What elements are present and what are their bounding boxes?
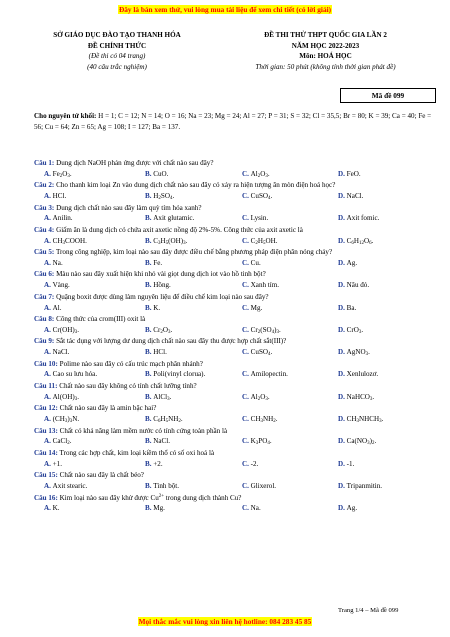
question-8 bbox=[34, 314, 432, 325]
option-d: D. NaCl. bbox=[338, 192, 364, 201]
question-options bbox=[34, 414, 432, 426]
question-10 bbox=[34, 359, 432, 370]
option-b: B. K. bbox=[145, 303, 161, 312]
question-text: Chất nào sau đây không có tính chất lưỡng tính? bbox=[57, 381, 197, 390]
option-c: C. CuSO$_4$. bbox=[242, 192, 273, 202]
page-count-note: (Đề thi có 04 trang) bbox=[88, 52, 146, 61]
option-b: B. Hồng. bbox=[145, 281, 171, 290]
option-c: C. Amilopectin. bbox=[242, 370, 288, 379]
question-9 bbox=[34, 336, 432, 347]
question-number: Câu 8: bbox=[34, 315, 55, 324]
question-4 bbox=[34, 225, 432, 236]
option-d: D. Nâu đỏ. bbox=[338, 281, 370, 290]
question-text: Kim loại nào sau đây khử được $Cu^{2+}$ trong dung dịch thành Cu? bbox=[57, 494, 242, 503]
option-a: A. $Fe_2O_3$. bbox=[44, 169, 72, 179]
question-options bbox=[34, 347, 432, 359]
option-a: A. Axit stearic. bbox=[44, 481, 88, 490]
question-number: Câu 13: bbox=[34, 426, 58, 435]
question-text: Giấm ăn là dung dịch có chứa axit axetic nồng độ 2%-5%. Công thức của axit axetic là bbox=[54, 225, 303, 234]
option-b: B. Axit glutamic. bbox=[145, 214, 195, 223]
question-7 bbox=[34, 292, 432, 303]
question-text: Chất nào sau đây là chất béo? bbox=[57, 471, 144, 480]
option-b: B. +2. bbox=[145, 459, 163, 468]
question-number: Câu 9: bbox=[34, 337, 55, 346]
option-c: C. $C_2H_5OH$. bbox=[242, 236, 278, 246]
question-16 bbox=[34, 492, 432, 503]
option-a: A. Vàng. bbox=[44, 281, 70, 290]
question-options bbox=[34, 481, 432, 493]
question-options bbox=[34, 325, 432, 337]
option-a: A. $CH_3COOH$. bbox=[44, 236, 87, 246]
question-number: Câu 15: bbox=[34, 471, 58, 480]
question-options bbox=[34, 191, 432, 203]
question-text: Trong các hợp chất, kim loại kiềm thổ có số oxi hoá là bbox=[57, 448, 215, 457]
question-options bbox=[34, 258, 432, 270]
option-c: C. $Al_2O_3$. bbox=[242, 169, 270, 179]
option-b: B. $Cr_2O_3$. bbox=[145, 325, 173, 335]
question-number: Câu 6: bbox=[34, 270, 55, 279]
question-options bbox=[34, 169, 432, 181]
option-d: D. Ba. bbox=[338, 303, 357, 312]
option-b: B. AlCl$_3$. bbox=[145, 392, 172, 402]
atomic-masses bbox=[34, 111, 432, 132]
question-options bbox=[34, 303, 432, 315]
option-d: D. -1. bbox=[338, 459, 355, 468]
question-11 bbox=[34, 381, 432, 392]
question-options bbox=[34, 280, 432, 292]
option-b: B. NaCl. bbox=[145, 437, 171, 446]
option-a: A. NaCl. bbox=[44, 348, 70, 357]
hotline-banner: Mọi thắc mắc vui lòng xin liên hệ hotline: 084 283 45 85 bbox=[138, 617, 312, 626]
question-number: Câu 1: bbox=[34, 159, 55, 167]
question-3 bbox=[34, 203, 432, 214]
option-c: C. Cu. bbox=[242, 258, 261, 267]
question-2 bbox=[34, 180, 432, 191]
option-d: D. Xenlulozơ. bbox=[338, 370, 379, 379]
exam-title: ĐỀ THI THỬ THPT QUỐC GIA LẦN 2 bbox=[264, 31, 387, 39]
header-right bbox=[218, 30, 433, 73]
official-exam-label: ĐỀ CHÍNH THỨC bbox=[87, 41, 147, 50]
question-text: Polime nào sau đây có cấu trúc mạch phân nhánh? bbox=[57, 359, 203, 368]
question-options bbox=[34, 392, 432, 404]
time-note: Thời gian: 50 phút (không tính thời gian phát đề) bbox=[255, 63, 396, 72]
question-text: Quặng boxit được dùng làm nguyên liệu để điều chế kim loại nào sau đây? bbox=[54, 292, 269, 301]
question-options bbox=[34, 369, 432, 381]
question-number: Câu 12: bbox=[34, 404, 58, 413]
option-c: C. -2. bbox=[242, 459, 259, 468]
header-left bbox=[22, 30, 212, 73]
option-d: D. Ag. bbox=[338, 258, 358, 267]
question-text: Cho thanh kim loại Zn vào dung dịch chất nào sau đây có xảy ra hiện tượng ăn mòn điện hoá học? bbox=[54, 181, 336, 190]
question-options bbox=[34, 213, 432, 225]
question-options bbox=[34, 236, 432, 248]
option-b: B. $H_2SO_4$. bbox=[145, 192, 175, 202]
option-c: C. $CH_3NH_2$. bbox=[242, 415, 278, 425]
option-a: A. $Al(OH)_3$. bbox=[44, 392, 80, 402]
question-text: Màu nào sau đây xuất hiện khi nhỏ vài giọt dung dịch iot vào hồ tinh bột? bbox=[54, 270, 266, 279]
question-number: Câu 3: bbox=[34, 203, 55, 212]
option-c: C. $Cr_2(SO_4)_3$. bbox=[242, 325, 281, 335]
option-d: D. NaHCO$_3$. bbox=[338, 392, 375, 402]
option-a: A. Cao su lưu hóa. bbox=[44, 370, 98, 379]
question-number: Câu 16: bbox=[34, 494, 58, 503]
option-d: D. AgNO$_3$. bbox=[338, 348, 370, 358]
option-a: A. HCl. bbox=[44, 192, 67, 201]
question-number: Câu 4: bbox=[34, 225, 55, 234]
question-text: Sắt tác dụng với lượng dư dung dịch chất nào sau đây thu được hợp chất sắt(III)? bbox=[54, 337, 287, 346]
question-options bbox=[34, 459, 432, 471]
option-c: C. Glixerol. bbox=[242, 481, 277, 490]
option-c: C. Na. bbox=[242, 504, 261, 513]
option-c: C. Lysin. bbox=[242, 214, 269, 223]
school-year: NĂM HỌC 2022-2023 bbox=[291, 41, 360, 50]
option-c: C. Mg. bbox=[242, 303, 263, 312]
option-d: D. Tripanmitin. bbox=[338, 481, 383, 490]
option-d: D. $C_6H_{12}O_6$. bbox=[338, 236, 374, 246]
question-number: Câu 7: bbox=[34, 292, 55, 301]
option-c: C. $K_3PO_4$. bbox=[242, 437, 272, 447]
question-text: Trong công nghiệp, kim loại nào sau đây được điều chế bằng phương pháp điện phân nóng chảy? bbox=[54, 248, 333, 257]
option-b: B. Mg. bbox=[145, 504, 165, 513]
option-d: D. Axit fomic. bbox=[338, 214, 380, 223]
question-number: Câu 10: bbox=[34, 359, 58, 368]
option-b: B. Tinh bột. bbox=[145, 481, 180, 490]
page-footer: Trang 1/4 – Mã đề 099 bbox=[338, 607, 399, 614]
option-c: C. CuSO$_4$. bbox=[242, 348, 273, 358]
option-a: A. $Cr(OH)_3$. bbox=[44, 325, 80, 335]
question-number: Câu 14: bbox=[34, 448, 58, 457]
question-number: Câu 5: bbox=[34, 248, 55, 257]
department-name: SỞ GIÁO DỤC ĐÀO TẠO THANH HÓA bbox=[53, 31, 181, 39]
question-count-note: (40 câu trắc nghiệm) bbox=[87, 63, 147, 72]
option-a: A. Al. bbox=[44, 303, 62, 312]
question-15 bbox=[34, 470, 432, 481]
subject: Môn: HOÁ HỌC bbox=[299, 52, 352, 61]
option-d: D. $CH_3NHCH_3$. bbox=[338, 415, 384, 425]
option-a: A. $(CH_3)_3N$. bbox=[44, 415, 80, 425]
option-c: C. Xanh tím. bbox=[242, 281, 280, 290]
atomic-masses-label: Cho nguyên tử khối: bbox=[34, 112, 97, 120]
question-list bbox=[34, 158, 432, 515]
exam-code-box: Mã đề 099 bbox=[340, 88, 436, 103]
question-number: Câu 2: bbox=[34, 181, 55, 190]
question-options bbox=[34, 436, 432, 448]
option-c: C. $Al_2O_3$. bbox=[242, 392, 270, 402]
question-1 bbox=[34, 158, 432, 169]
option-b: B. Poli(vinyl clorua). bbox=[145, 370, 206, 379]
option-b: B. HCl. bbox=[145, 348, 167, 357]
atomic-masses-text: H = 1; C = 12; N = 14; O = 16; Na = 23; Mg = 24; Al = 27; P = 31; S = 32; Cl = 35,5; Br = 80; K = 39; Ca = 40; Fe = 56; Cu = 64; Zn = 65; Ag = 108; I = 127; Ba = 137. bbox=[34, 112, 432, 131]
question-text: Chất nào sau đây là amin bậc hai? bbox=[57, 404, 157, 413]
option-b: B. $C_3H_5(OH)_3$. bbox=[145, 236, 188, 246]
option-a: A. Na. bbox=[44, 258, 63, 267]
option-b: B. Fe. bbox=[145, 258, 163, 267]
question-text: Dung dịch NaOH phản ứng được với chất nào sau đây? bbox=[54, 159, 214, 167]
question-options bbox=[34, 503, 432, 515]
option-d: D. FeO. bbox=[338, 169, 361, 178]
option-a: A. CaCl$_2$. bbox=[44, 437, 72, 447]
option-d: D. CrO$_3$. bbox=[338, 325, 364, 335]
option-d: D. Ag. bbox=[338, 504, 358, 513]
question-number: Câu 11: bbox=[34, 381, 58, 390]
option-a: A. +1. bbox=[44, 459, 62, 468]
question-text: Dung dịch chất nào sau đây làm quỳ tím hóa xanh? bbox=[54, 203, 202, 212]
question-text: Công thức của crom(III) oxit là bbox=[54, 315, 146, 324]
option-a: A. Anilin. bbox=[44, 214, 73, 223]
preview-banner: Đây là bản xem thử, vui lòng mua tài liệu để xem chi tiết (có lời giải) bbox=[118, 5, 332, 14]
option-d: D. $Ca(NO_3)_2$. bbox=[338, 437, 377, 447]
option-b: B. $C_6H_5NH_2$. bbox=[145, 415, 183, 425]
option-a: A. K. bbox=[44, 504, 60, 513]
option-b: B. CuO. bbox=[145, 169, 169, 178]
question-text: Chất có khả năng làm mềm nước có tính cứng toàn phần là bbox=[57, 426, 228, 435]
question-6 bbox=[34, 269, 432, 280]
